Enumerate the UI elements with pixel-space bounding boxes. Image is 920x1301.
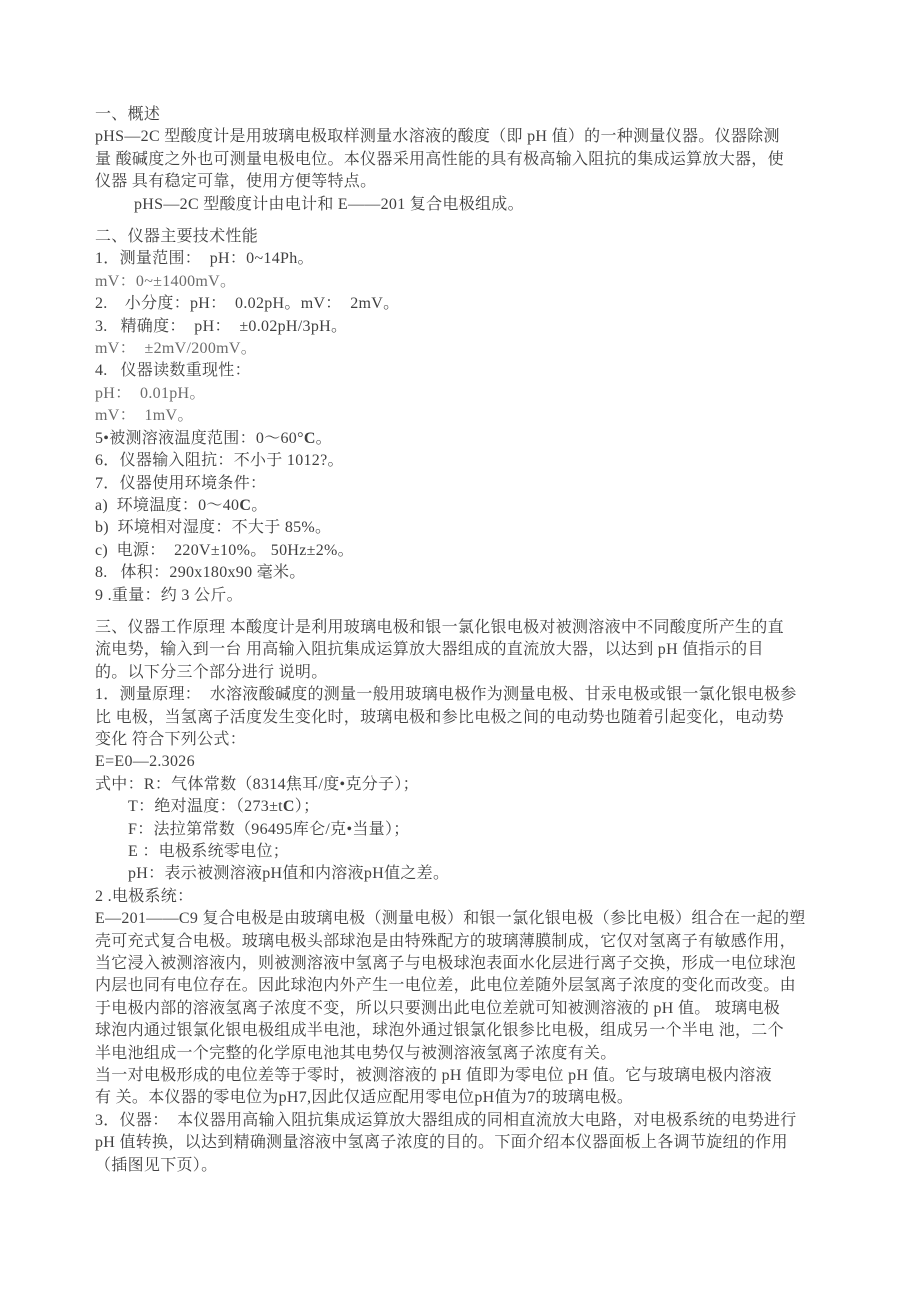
text-line: 7．仪器使用环境条件： — [95, 474, 267, 492]
text-line — [95, 796, 857, 818]
text-run: a) 环境温度：0〜40 — [95, 496, 240, 514]
text-line: b) 环境相对湿度：不大于 85%。 — [95, 519, 332, 537]
text-line: 8. 体积：290x180x90 毫米。 — [95, 564, 306, 582]
text-line: 半电池组成一个完整的化学原电池其电势仅与被测溶液氢离子浓度有关。 — [95, 1044, 617, 1062]
text-line: 量 酸碱度之外也可测量电极电位。本仪器采用高性能的具有极高输入阻抗的集成运算放大器，使 — [95, 150, 784, 168]
section-1-heading: 一、概述 — [95, 106, 161, 123]
text-line: （插图见下页）。 — [95, 1156, 218, 1174]
text-line: F：法拉第常数（96495库仑/克•当量）； — [128, 820, 410, 838]
text-line: pHS—2C 型酸度计由电计和 E——201 复合电极组成。 — [134, 195, 524, 213]
formula: E=E0—2.3026 — [95, 753, 195, 771]
text-line: 6．仪器输入阻抗：不小于 1012?。 — [95, 452, 344, 470]
bold-text-run: C — [239, 496, 252, 514]
text-line: E ：电极系统零电位； — [128, 843, 290, 860]
text-line: 比 电极，当氢离子活度发生变化时，玻璃电极和参比电极之间的电动势也随着引起变化，电动势 — [95, 708, 784, 726]
text-line: c) 电源： 220V±10%。 50Hz±2%。 — [95, 541, 354, 559]
text-line: 1．测量原理： 水溶液酸碱度的测量一般用玻璃电极作为测量电极、甘汞电极或银一氯化银电极参 — [95, 686, 797, 704]
text-line: 变化 符合下列公式： — [95, 730, 247, 748]
text-run: 5•被测溶液温度范围：0〜60° — [95, 429, 304, 447]
section-2-heading: 二、仪器主要技术性能 — [95, 228, 259, 246]
section-3-heading: 三、仪器工作原理 本酸度计是利用玻璃电极和银一氯化银电极对被测溶液中不同酸度所产生的直 — [95, 618, 784, 636]
text-line: pH： 0.01pH。 — [95, 384, 206, 402]
text-line: 壳可充式复合电极。玻璃电极头部球泡是由特殊配方的玻璃薄膜制成，它仅对氢离子有敏感作用， — [95, 932, 796, 950]
text-line: E—201——C9 复合电极是由玻璃电极（测量电极）和银一氯化银电极（参比电极）组合在一起的塑 — [95, 910, 806, 928]
text-line — [95, 428, 857, 450]
document-body — [95, 104, 857, 1177]
text-line: 内层也同有电位存在。因此球泡内外产生一电位差，此电位差随外层氢离子浓度的变化而改变。由 — [95, 977, 796, 995]
bold-text-run: C — [303, 429, 316, 447]
text-line: 1．测量范围： pH：0~14Ph。 — [95, 250, 314, 268]
text-line: 球泡内通过银氯化银电极组成半电池，球泡外通过银氯化银参比电极，组成另一个半电 池，二个 — [95, 1022, 784, 1040]
bold-text-run: C — [282, 798, 295, 816]
text-line: 有 关。本仪器的零电位为pH7,因此仅适应配用零电位pH值为7的玻璃电极。 — [95, 1089, 634, 1107]
text-line: mV：0~±1400mV。 — [95, 272, 237, 290]
text-line: 4. 仪器读数重现性： — [95, 362, 251, 380]
text-line: 3. 精确度： pH： ±0.02pH/3pH。 — [95, 317, 348, 335]
text-line: pH：表示被测溶液pH值和内溶液pH值之差。 — [128, 865, 450, 883]
text-line: pHS—2C 型酸度计是用玻璃电极取样测量水溶液的酸度（即 pH 值）的一种测量仪器。仪器除测 — [95, 128, 780, 146]
text-line: 2 .电极系统： — [95, 887, 194, 905]
text-line: mV： ±2mV/200mV。 — [95, 340, 258, 358]
text-line: 流电势，输入到一台 用高输入阻抗集成运算放大器组成的直流放大器，以达到 pH 值指示的目 — [95, 641, 764, 659]
text-line — [95, 495, 857, 517]
text-run: T：绝对温度：（273±t — [128, 798, 283, 816]
text-line: 式中：R：气体常数（8314焦耳/度•克分子）； — [95, 775, 419, 793]
text-line: 当它浸入被测溶液内，则被测溶液中氢离子与电极球泡表面水化层进行离子交换，形成一电位球泡 — [95, 955, 796, 973]
text-run: 。 — [315, 429, 332, 447]
text-line: pH 值转换，以达到精确测量溶液中氢离子浓度的目的。下面介绍本仪器面板上各调节旋纽的作用 — [95, 1134, 788, 1152]
text-line: 的。以下分三个部分进行 说明。 — [95, 663, 328, 681]
text-line: 2. 小分度：pH： 0.02pH。mV： 2mV。 — [95, 295, 400, 313]
text-line: 3．仪器： 本仪器用高输入阻抗集成运算放大器组成的同相直流放大电路，对电极系统的电势进行 — [95, 1111, 797, 1129]
text-line: 于电极内部的溶液氢离子浓度不变，所以只要测出此电位差就可知被测溶液的 pH 值。 玻璃电极 — [95, 999, 781, 1017]
text-line: 仪器 具有稳定可靠，使用方便等特点。 — [95, 173, 377, 191]
text-run: ）； — [294, 798, 320, 816]
text-line: 9 .重量：约 3 公斤。 — [95, 586, 243, 604]
text-line: mV： 1mV。 — [95, 407, 194, 425]
text-line: 当一对电极形成的电位差等于零时，被测溶液的 pH 值即为零电位 pH 值。它与玻璃电极内溶液 — [95, 1067, 772, 1085]
text-run: 。 — [251, 496, 268, 514]
